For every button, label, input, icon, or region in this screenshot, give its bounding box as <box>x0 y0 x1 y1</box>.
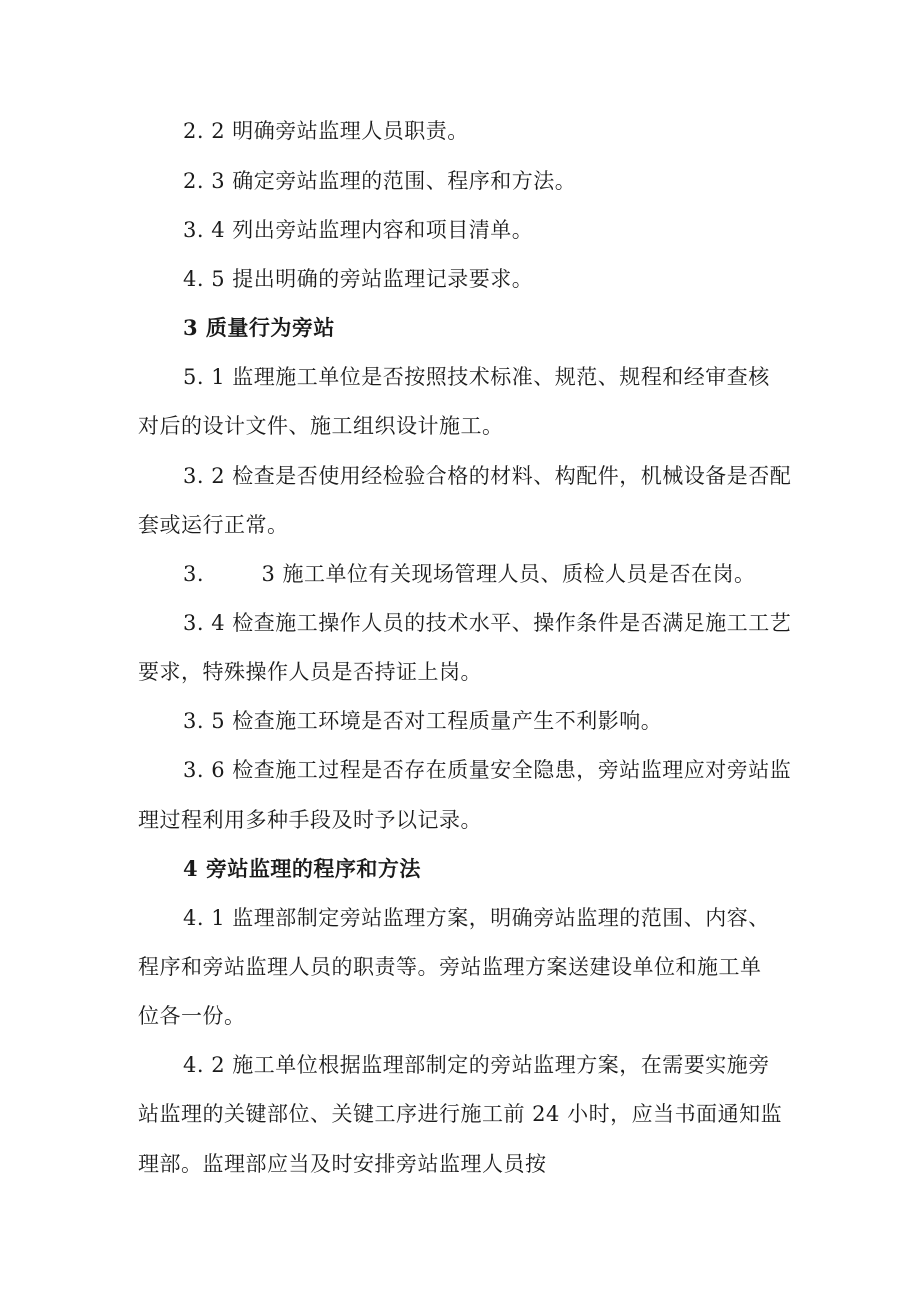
item-3-2-line-2: 套或运行正常。 <box>138 513 289 537</box>
section-heading-4: 4 旁站监理的程序和方法 <box>183 856 421 881</box>
item-3-4: 3. 4 列出旁站监理内容和项目清单。 <box>183 218 534 242</box>
item-4-2-line-2: 站监理的关键部位、关键工序进行施工前 24 小时，应当书面通知监 <box>138 1102 783 1126</box>
item-4-2-line-1: 4. 2 施工单位根据监理部制定的旁站监理方案，在需要实施旁 <box>183 1053 770 1077</box>
item-4-5: 4. 5 提出明确的旁站监理记录要求。 <box>183 267 534 291</box>
item-4-1-line-1: 4. 1 监理部制定旁站监理方案，明确旁站监理的范围、内容、 <box>183 906 770 930</box>
item-3-6-line-1: 3. 6 检查施工过程是否存在质量安全隐患，旁站监理应对旁站监 <box>183 758 792 782</box>
item-3-4b-line-2: 要求，特殊操作人员是否持证上岗。 <box>138 660 482 684</box>
item-3-6-line-2: 理过程利用多种手段及时予以记录。 <box>138 808 482 832</box>
item-3-5: 3. 5 检查施工环境是否对工程质量产生不利影响。 <box>183 709 663 733</box>
item-5-1-line-2: 对后的设计文件、施工组织设计施工。 <box>138 414 504 438</box>
item-4-2-line-3: 理部。监理部应当及时安排旁站监理人员按 <box>138 1152 547 1176</box>
item-4-1-line-2: 程序和旁站监理人员的职责等。旁站监理方案送建设单位和施工单 <box>138 955 762 979</box>
item-5-1-line-1: 5. 1 监理施工单位是否按照技术标准、规范、规程和经审查核 <box>183 365 770 389</box>
item-2-2: 2. 2 明确旁站监理人员职责。 <box>183 119 469 143</box>
section-heading-3: 3 质量行为旁站 <box>183 315 335 340</box>
item-2-3: 2. 3 确定旁站监理的范围、程序和方法。 <box>183 169 577 193</box>
item-3-3: 3. 3 施工单位有关现场管理人员、质检人员是否在岗。 <box>183 562 756 586</box>
item-4-1-line-3: 位各一份。 <box>138 1004 246 1028</box>
item-3-2-line-1: 3. 2 检查是否使用经检验合格的材料、构配件，机械设备是否配 <box>183 464 792 488</box>
item-3-4b-line-1: 3. 4 检查施工操作人员的技术水平、操作条件是否满足施工工艺 <box>183 611 792 635</box>
